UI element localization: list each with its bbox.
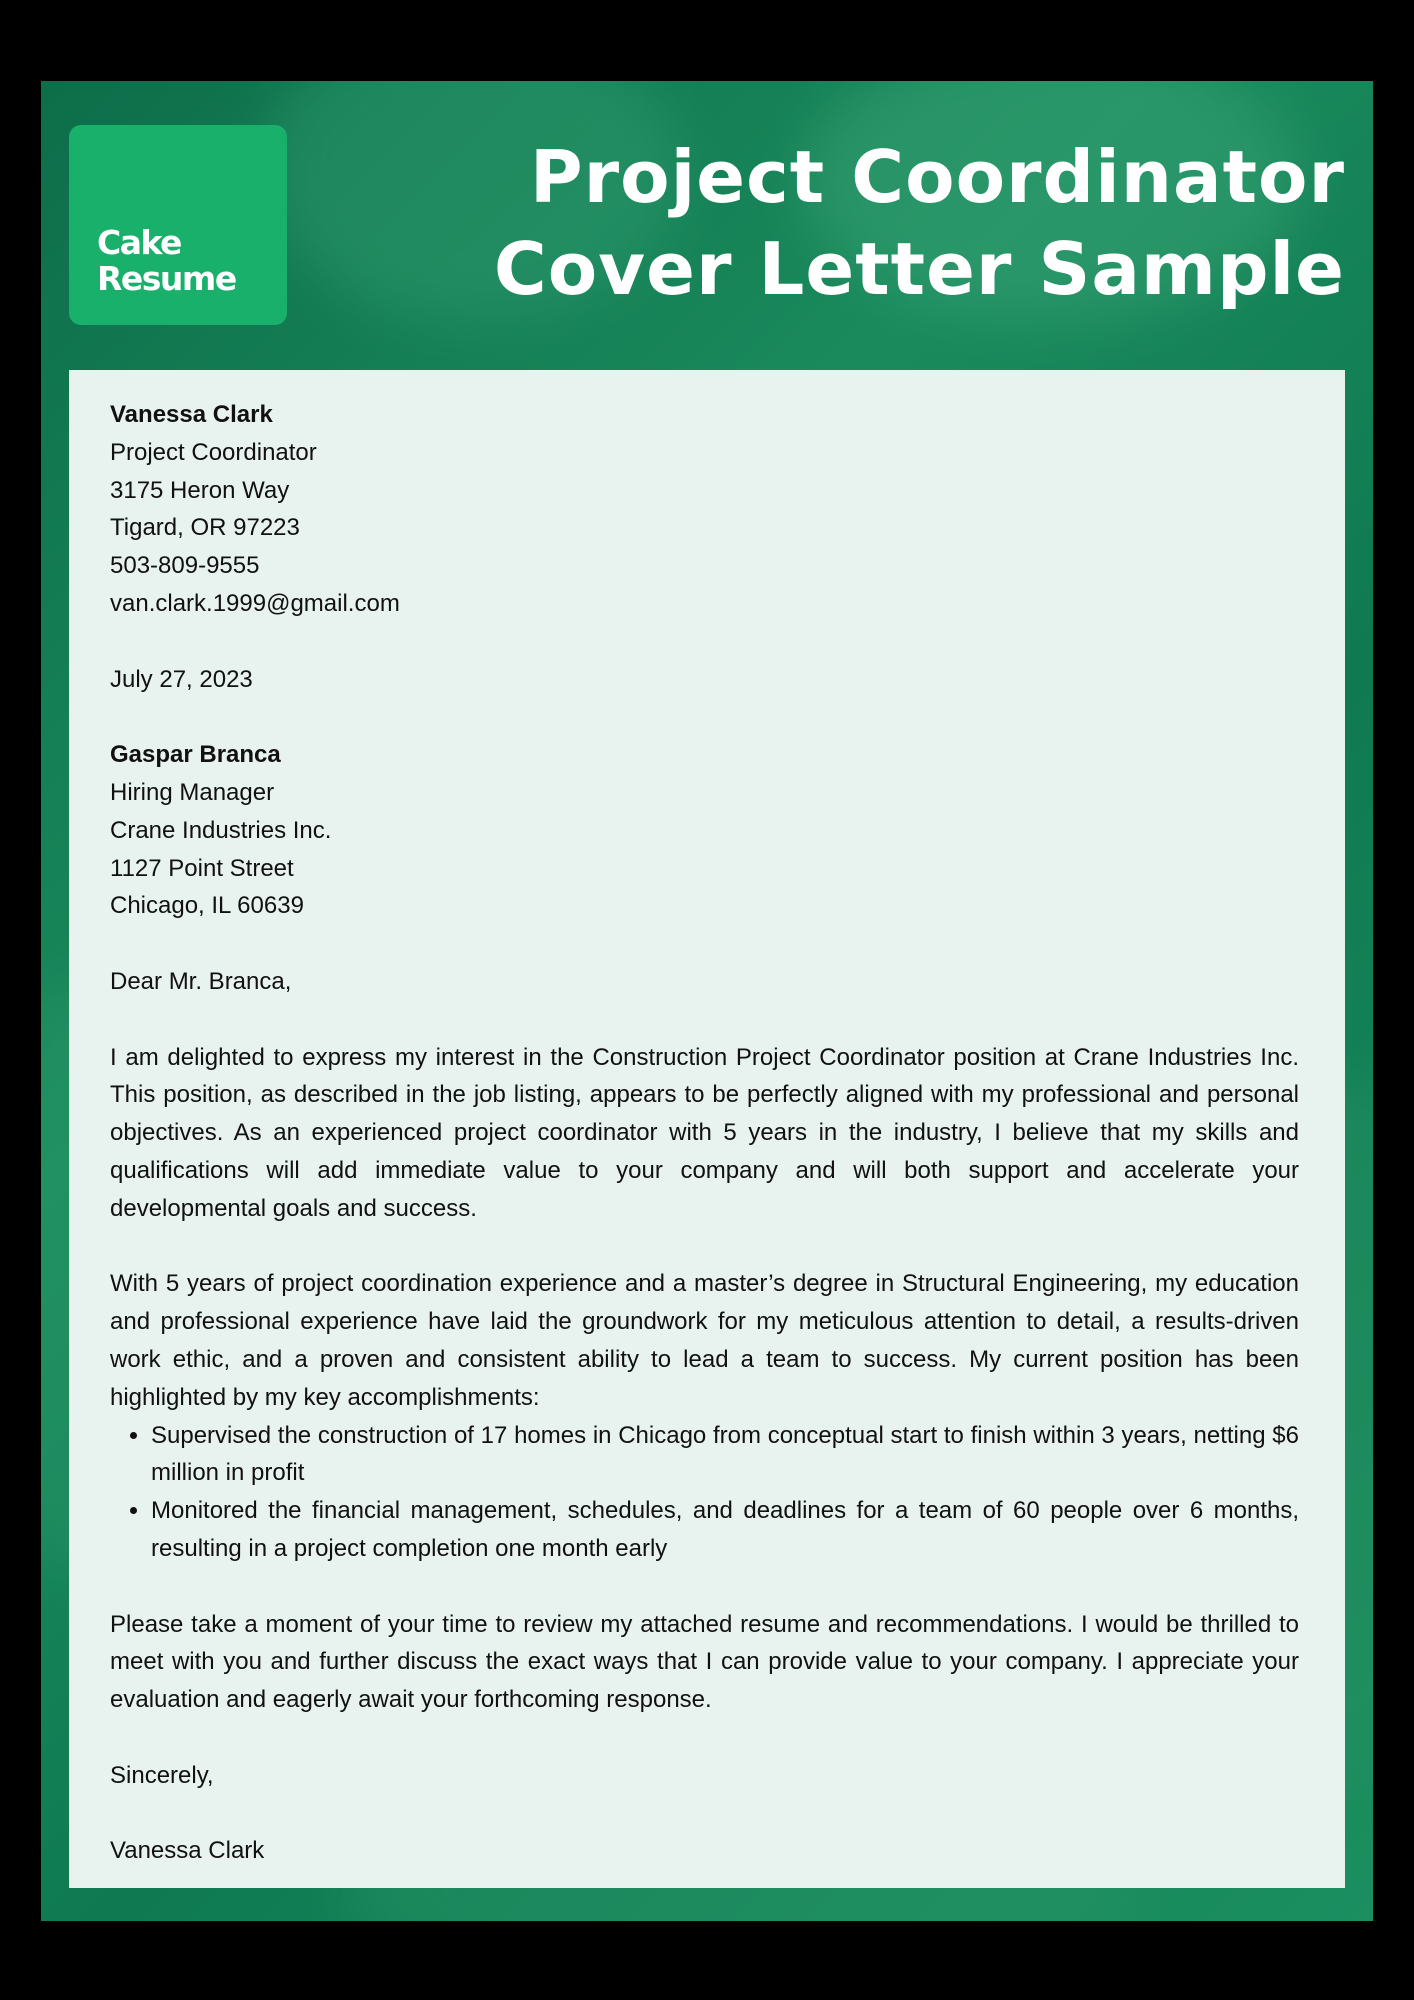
spacer [110,1719,1299,1757]
spacer [110,1228,1299,1266]
list-item: • Monitored the financial management, schedules, and deadlines for a team of 60 people over 6 months, resulting in a project completion one month early [151,1492,1299,1568]
letter-body [69,370,1345,1888]
recipient-street: 1127 Point Street [110,854,294,882]
paragraph-3: Please take a moment of your time to review my attached resume and recommendations. I would be thrilled to meet with you and further discuss the exact ways that I can provide value to your company. I appreciate your evaluation and eagerly await your forthcoming response. [110,1610,1299,1714]
logo-line-1: Cake [97,223,181,262]
page-title [494,131,1345,315]
title-line-1: Project Coordinator [529,135,1345,219]
logo-line-2: Resume [97,259,236,298]
title-line-2: Cover Letter Sample [493,227,1345,311]
letter-date: July 27, 2023 [110,665,253,693]
spacer [110,1794,1299,1832]
paragraph-1: I am delighted to express my interest in the Construction Project Coordinator position at Crane Industries Inc. This position, as described in the job listing, appears to be perfectly aligned with my professional and personal objectives. As an experienced project coordinator with 5 years in the industry, I believe that my skills and qualifications will add immediate value to your company and will both support and accelerate your developmental goals and success. [110,1043,1299,1222]
spacer [110,925,1299,963]
page-frame [41,81,1373,1921]
spacer [110,698,1299,736]
sender-role: Project Coordinator [110,438,317,466]
spacer [110,1001,1299,1039]
cake-resume-logo [69,125,287,325]
recipient-name: Gaspar Branca [110,741,281,769]
closing: Sincerely, [110,1761,214,1789]
sender-email: van.clark.1999@gmail.com [110,589,400,617]
greeting: Dear Mr. Branca, [110,967,292,995]
signature: Vanessa Clark [110,1837,265,1865]
spacer [110,1568,1299,1606]
paragraph-2: With 5 years of project coordination experience and a master’s degree in Structural Engineering, my education and professional experience have laid the groundwork for my meticulous attention to detail, a results-driven work ethic, and a proven and consistent ability to lead a team to success. My current position has been highlighted by my key accomplishments: [110,1270,1299,1411]
sender-name: Vanessa Clark [110,401,273,428]
spacer [110,623,1299,661]
sender-city: Tigard, OR 97223 [110,514,300,542]
sender-street: 3175 Heron Way [110,476,290,504]
accomplishments-list [110,1417,1299,1568]
list-item: • Supervised the construction of 17 homes in Chicago from conceptual start to finish within 3 years, netting $6 million in profit [151,1417,1299,1493]
recipient-company: Crane Industries Inc. [110,816,332,844]
recipient-role: Hiring Manager [110,778,275,806]
sender-phone: 503-809-9555 [110,552,260,580]
recipient-city: Chicago, IL 60639 [110,892,304,920]
